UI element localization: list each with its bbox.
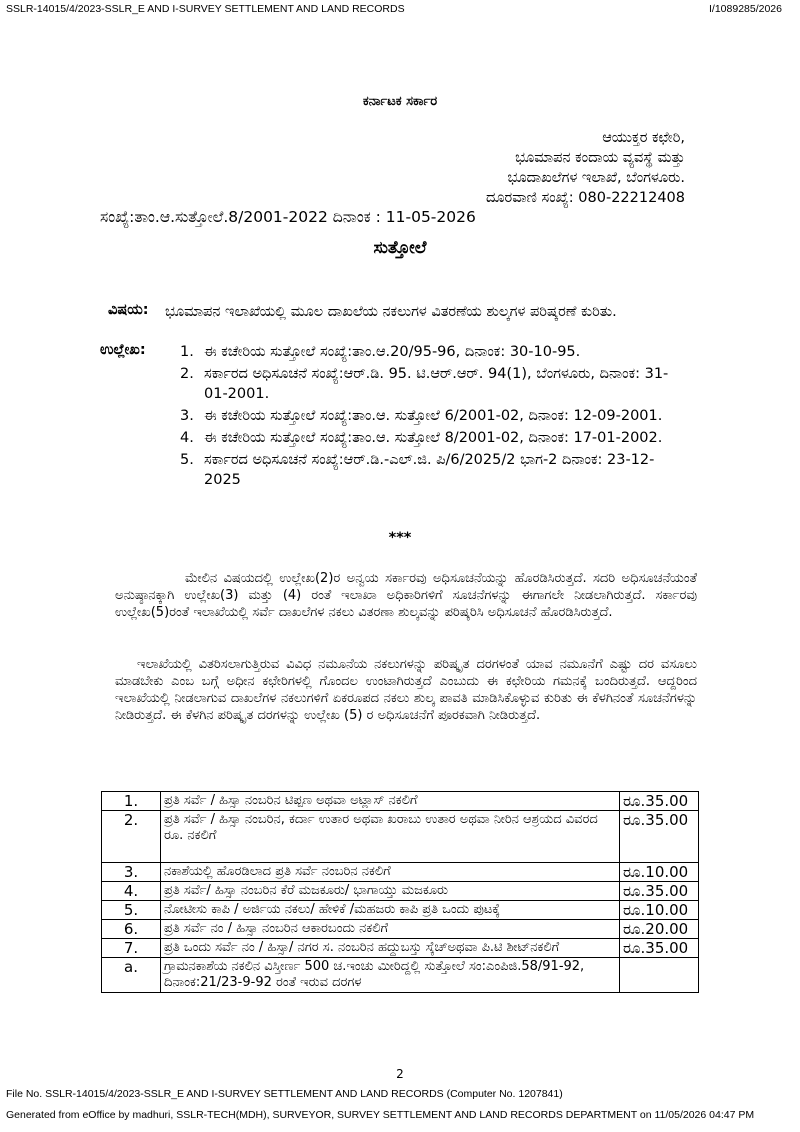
row-rate: [620, 958, 699, 993]
row-number: 4.: [102, 882, 161, 901]
table-row: [102, 863, 699, 882]
rates-table: [101, 791, 699, 993]
row-description: ಪ್ರತಿ ಸರ್ವೆ / ಹಿಸ್ಸಾ ನಂಬರಿನ, ಕರ್ದಾ ಉತಾರ ಅಥವಾ ಖರಾಬು ಉತಾರ ಅಥವಾ ನೀರಿನ ಆಶ್ರಯದ ವಿವರದ ರೂ. ನಕಲಿಗೆ: [161, 811, 620, 863]
document-title: ಸುತ್ತೋಲೆ: [373, 238, 427, 258]
row-description: ನಕಾಶೆಯಲ್ಲಿ ಹೊರಡಿಲಾದ ಪ್ರತಿ ಸರ್ವೆ ನಂಬರಿನ ನಕಲಿಗೆ: [161, 863, 620, 882]
row-description: ಪ್ರತಿ ಸರ್ವೆ ನಂ / ಹಿಸ್ಸಾ ನಂಬರಿನ ಆಕಾರಬಂದು ನಕಲಿಗೆ: [161, 920, 620, 939]
row-rate: ರೂ.35.00: [620, 811, 699, 863]
row-number: 6.: [102, 920, 161, 939]
office-line: ಆಯುಕ್ತರ ಕಛೇರಿ,: [602, 130, 685, 146]
references-label: ಉಲ್ಲೇಖ:: [100, 342, 146, 358]
reference-text: ಸರ್ಕಾರದ ಅಧಿಸೂಚನೆ ಸಂಖ್ಯೆ:ಆರ್.ಡಿ. 95. ಟಿ.ಆರ್.ಆರ್. 94(1), ಬೆಂಗಳೂರು, ದಿನಾಂಕ: 31-01-2001.: [204, 366, 669, 402]
government-title: ಕರ್ನಾಟಕ ಸರ್ಕಾರ: [362, 94, 438, 109]
row-rate: ರೂ.10.00: [620, 863, 699, 882]
row-description: ಪ್ರತಿ ಒಂದು ಸರ್ವೆ ನಂ / ಹಿಸ್ಸಾ/ ನಗರ ಸ. ನಂಬರಿನ ಹದ್ದುಬಸ್ತು ಸ್ಕೆಚ್‌ಅಥವಾ ಪಿ.ಟಿ ಶೀಟ್‌ನಕಲಿಗೆ: [161, 939, 620, 958]
reference-item: [180, 364, 690, 404]
row-number: 1.: [102, 792, 161, 811]
table-row: [102, 939, 699, 958]
body-paragraph: [115, 656, 697, 724]
office-line: ಭೂದಾಖಲೆಗಳ ಇಲಾಖೆ, ಬೆಂಗಳೂರು.: [507, 170, 685, 186]
reference-number: 5.: [180, 452, 194, 468]
row-rate: ರೂ.35.00: [620, 882, 699, 901]
reference-item: [180, 450, 690, 490]
office-phone: ದೂರವಾಣಿ ಸಂಖ್ಯೆ: 080-22212408: [485, 190, 685, 206]
footer-generated-line: Generated from eOffice by madhuri, SSLR-TECH(MDH), SURVEYOR, SURVEY SETTLEMENT AND LAND RECORDS DEPARTMENT on 11/05/2026 04:47 PM: [6, 1109, 755, 1121]
table-row: [102, 958, 699, 993]
paragraph-text: ಮೇಲಿನ ವಿಷಯದಲ್ಲಿ ಉಲ್ಲೇಖ(2)ರ ಅನ್ವಯ ಸರ್ಕಾರವು ಅಧಿಸೂಚನೆಯನ್ನು ಹೊರಡಿಸಿರುತ್ತದೆ. ಸದರಿ ಅಧಿಸೂಚನೆಯಂತೆ ಅನುಷ್ಠಾನಕ್ಕಾಗಿ ಉಲ್ಲೇಖ(3) ಮತ್ತು (4) ರಂತೆ ಇಲಾಖಾ ಅಧಿಕಾರಿಗಳಿಗೆ ಸೂಚನೆಗಳನ್ನು ಈಗಾಗಲೇ ನೀಡಲಾಗಿರುತ್ತದೆ. ಸರ್ಕಾರವು ಉಲ್ಲೇಖ(5)ರಂತೆ ಇಲಾಖೆಯಲ್ಲಿ ಸರ್ವೆ ದಾಖಲೆಗಳ ನಕಲು ವಿತರಣಾ ಶುಲ್ಕವನ್ನು ಪರಿಷ್ಕರಿಸಿ ಅಧಿಸೂಚನೆ ಹೊರಡಿಸಿರುತ್ತದೆ.: [115, 571, 697, 620]
paragraph-text: ಇಲಾಖೆಯಲ್ಲಿ ವಿತರಿಸಲಾಗುತ್ತಿರುವ ವಿವಿಧ ನಮೂನೆಯ ನಕಲುಗಳನ್ನು ಪರಿಷ್ಕೃತ ದರಗಳಂತೆ ಯಾವ ನಮೂನೆಗೆ ಎಷ್ಟು ದರ ವಸೂಲು ಮಾಡಬೇಕು ಎಂಬ ಬಗ್ಗೆ ಅಧೀನ ಕಛೇರಿಗಳಲ್ಲಿ ಗೊಂದಲ ಉಂಟಾಗಿರುತ್ತದೆ ಎಂಬುದು ಈ ಕಛೇರಿಯ ಗಮನಕ್ಕೆ ಬಂದಿರುತ್ತದೆ. ಆದ್ದರಿಂದ ಇಲಾಖೆಯಲ್ಲಿ ನೀಡಲಾಗುವ ದಾಖಲೆಗಳ ನಕಲುಗಳಿಗೆ ಏಕರೂಪದ ನಕಲು ಶುಲ್ಕ ಪಾವತಿ ಮಾಡಿಸಿಕೊಳ್ಳುವ ಕುರಿತು ಈ ಕೆಳಗಿನಂತೆ ಸೂಚನೆಗಳನ್ನು ನೀಡಿರುತ್ತದೆ. ಈ ಕೆಳಗಿನ ಪರಿಷ್ಕೃತ ದರಗಳನ್ನು ಉಲ್ಲೇಖ (5) ರ ಅಧಿಸೂಚನೆಗೆ ಪೂರಕವಾಗಿ ನೀಡಿರುತ್ತದೆ.: [115, 657, 697, 723]
row-number: a.: [102, 958, 161, 993]
reference-text: ಈ ಕಚೇರಿಯ ಸುತ್ತೋಲೆ ಸಂಖ್ಯೆ:ತಾಂ.ಆ.20/95-96, ದಿನಾಂಕ: 30-10-95.: [204, 344, 581, 360]
table-row: [102, 882, 699, 901]
row-number: 2.: [102, 811, 161, 863]
reference-text: ಈ ಕಚೇರಿಯ ಸುತ್ತೋಲೆ ಸಂಖ್ಯೆ:ತಾಂ.ಆ. ಸುತ್ತೋಲೆ 6/2001-02, ದಿನಾಂಕ: 12-09-2001.: [204, 408, 663, 424]
reference-number: 2.: [180, 366, 194, 382]
footer-file-line: File No. SSLR-14015/4/2023-SSLR_E AND I-SURVEY SETTLEMENT AND LAND RECORDS (Computer No. 1207841): [6, 1088, 563, 1100]
reference-item: [180, 342, 690, 362]
table-row: [102, 920, 699, 939]
row-number: 5.: [102, 901, 161, 920]
table-row: [102, 792, 699, 811]
row-rate: ರೂ.10.00: [620, 901, 699, 920]
page-number: 2: [396, 1067, 404, 1081]
reference-number: 1.: [180, 344, 194, 360]
references-list: [180, 342, 690, 492]
reference-text: ಸರ್ಕಾರದ ಅಧಿಸೂಚನೆ ಸಂಖ್ಯೆ:ಆರ್.ಡಿ.-ಎಲ್.ಜಿ. ಪಿ/6/2025/2 ಭಾಗ-2 ದಿನಾಂಕ: 23-12-2025: [204, 452, 655, 488]
section-separator: ***: [388, 530, 412, 546]
reference-number-line: ಸಂಖ್ಯೆ:ತಾಂ.ಆ.ಸುತ್ತೋಲೆ.8/2001-2022 ದಿನಾಂಕ : 11-05-2026: [100, 208, 476, 226]
table-row: [102, 901, 699, 920]
row-description: ಪ್ರತಿ ಸರ್ವೆ / ಹಿಸ್ಸಾ ನಂಬರಿನ ಟಿಪ್ಪಣ ಅಥವಾ ಅಟ್ಲಾಸ್ ನಕಲಿಗೆ: [161, 792, 620, 811]
row-number: 7.: [102, 939, 161, 958]
document-id-header: I/1089285/2026: [709, 3, 782, 15]
row-description: ಗ್ರಾಮನಕಾಶೆಯ ನಕಲಿನ ವಿಸ್ತೀರ್ಣ 500 ಚ.ಇಂಚು ಮೀರಿದ್ದಲ್ಲಿ ಸುತ್ತೋಲೆ ಸಂ:ಎಂಪಿಜಿ.58/91-92, ದಿನಾಂಕ:21/23-9-92 ರಂತೆ ಇರುವ ದರಗಳ: [161, 958, 620, 993]
body-paragraph: [115, 570, 697, 621]
office-address: [486, 128, 685, 208]
subject-label: ವಿಷಯ:: [108, 302, 149, 318]
row-description: ನೋಟೀಸು ಕಾಪಿ / ಅರ್ಜಿಯ ನಕಲು/ ಹೇಳಿಕೆ /ಮಹಜರು ಕಾಪಿ ಪ್ರತಿ ಒಂದು ಪುಟಕ್ಕೆ: [161, 901, 620, 920]
file-reference-header: SSLR-14015/4/2023-SSLR_E AND I-SURVEY SETTLEMENT AND LAND RECORDS: [6, 3, 405, 15]
row-description: ಪ್ರತಿ ಸರ್ವೆ/ ಹಿಸ್ಸಾ ನಂಬರಿನ ಕೆರೆ ಮಜಕೂರು/ ಭಾಗಾಯ್ತು ಮಜಕೂರು: [161, 882, 620, 901]
office-line: ಭೂಮಾಪನ ಕಂದಾಯ ವ್ಯವಸ್ಥೆ ಮತ್ತು: [515, 150, 685, 166]
row-rate: ರೂ.35.00: [620, 792, 699, 811]
row-number: 3.: [102, 863, 161, 882]
row-rate: ರೂ.35.00: [620, 939, 699, 958]
reference-number: 4.: [180, 430, 194, 446]
row-rate: ರೂ.20.00: [620, 920, 699, 939]
reference-number: 3.: [180, 408, 194, 424]
reference-text: ಈ ಕಚೇರಿಯ ಸುತ್ತೋಲೆ ಸಂಖ್ಯೆ:ತಾಂ.ಆ. ಸುತ್ತೋಲೆ 8/2001-02, ದಿನಾಂಕ: 17-01-2002.: [204, 430, 663, 446]
reference-item: [180, 428, 690, 448]
subject-text: ಭೂಮಾಪನ ಇಲಾಖೆಯಲ್ಲಿ ಮೂಲ ದಾಖಲೆಯ ನಕಲುಗಳ ವಿತರಣೆಯ ಶುಲ್ಕಗಳ ಪರಿಷ್ಕರಣೆ ಕುರಿತು.: [165, 304, 617, 320]
table-row: [102, 811, 699, 863]
reference-item: [180, 406, 690, 426]
